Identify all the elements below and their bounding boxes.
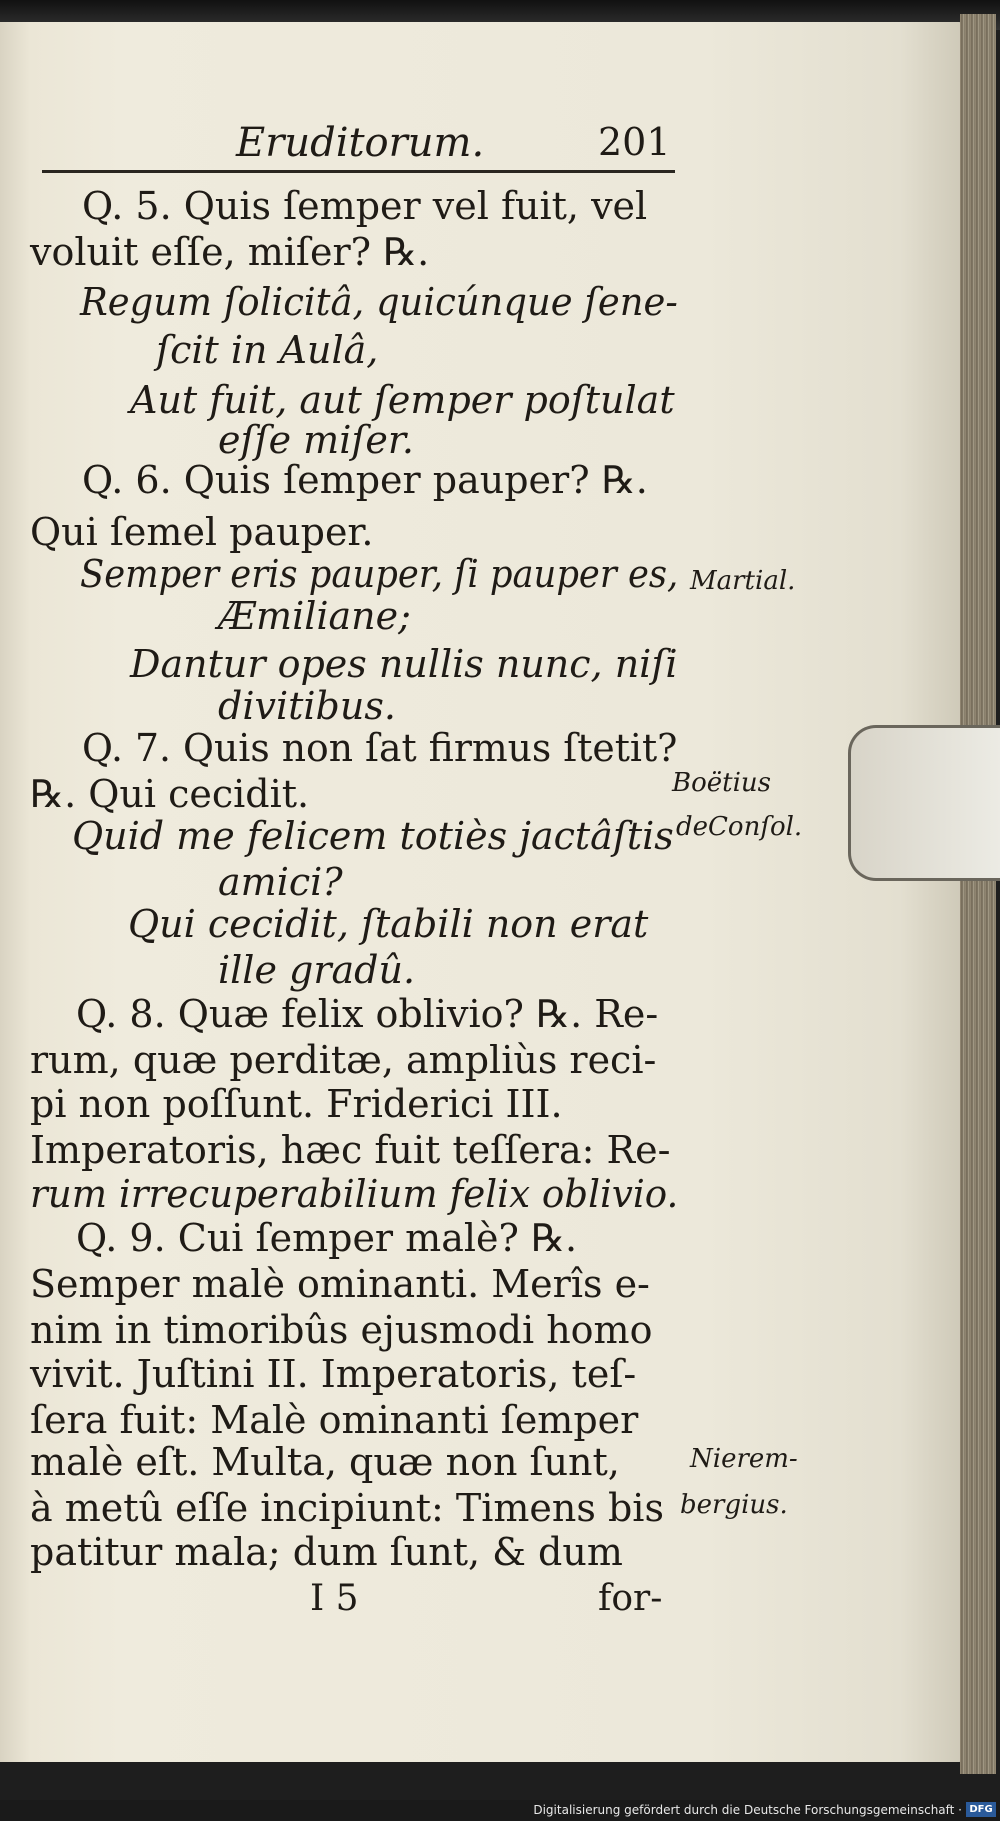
header-rule xyxy=(42,170,675,173)
page-tab-marker xyxy=(848,725,1000,881)
facing-page-bleed xyxy=(0,140,22,1360)
digitization-footer xyxy=(0,1800,1000,1821)
text-line: ſcit in Aulâ, xyxy=(156,328,379,372)
text-line: Qui cecidit, ſtabili non erat xyxy=(128,902,649,946)
margin-note: Boëtius xyxy=(672,768,771,798)
text-line: Dantur opes nullis nunc, niſi xyxy=(130,642,678,686)
text-line: Qui ſemel pauper. xyxy=(30,510,374,554)
dfg-logo: DFG xyxy=(966,1802,996,1817)
page-number: 201 xyxy=(598,120,671,164)
text-line: Q. 5. Quis ſemper vel fuit, vel xyxy=(82,184,648,228)
text-line: nim in timoribûs ejusmodi homo xyxy=(30,1308,653,1352)
margin-note: Martial. xyxy=(690,566,796,596)
text-line: Semper malè ominanti. Merîs e- xyxy=(30,1262,650,1306)
signature-mark: I 5 xyxy=(310,1578,359,1619)
text-line: Q. 9. Cui ſemper malè? ℞. xyxy=(76,1216,578,1260)
text-line: malè eſt. Multa, quæ non ſunt, xyxy=(30,1440,620,1484)
text-line: ſera fuit: Malè ominanti ſemper xyxy=(30,1398,639,1442)
text-line: Æmiliane; xyxy=(218,594,411,638)
text-line: vivit. Juſtini II. Imperatoris, teſ- xyxy=(30,1352,637,1396)
text-line: amici? xyxy=(218,860,343,904)
text-line: Q. 6. Quis ſemper pauper? ℞. xyxy=(82,458,648,502)
text-line: Q. 8. Quæ felix oblivio? ℞. Re- xyxy=(76,992,659,1036)
text-line: voluit eſſe, miſer? ℞. xyxy=(30,230,430,274)
margin-note: bergius. xyxy=(680,1490,788,1520)
text-line: ille gradû. xyxy=(218,948,416,992)
text-line: Regum ſolicitâ, quicúnque ſene- xyxy=(80,280,678,324)
text-line: Semper eris pauper, ſi pauper es, xyxy=(80,552,679,596)
text-line: Quid me felicem totiès jactâſtis xyxy=(72,814,674,858)
text-line: eſſe miſer. xyxy=(218,418,414,462)
text-line: Q. 7. Quis non ſat firmus ſtetit? xyxy=(82,726,678,770)
page-edges xyxy=(960,14,996,1774)
text-line: patitur mala; dum ſunt, & dum xyxy=(30,1530,623,1574)
margin-note: Nierem- xyxy=(690,1444,798,1474)
running-title: Eruditorum. xyxy=(236,120,485,166)
text-line: rum irrecuperabilium felix oblivio. xyxy=(30,1172,679,1216)
text-line: pi non poſſunt. Friderici III. xyxy=(30,1082,563,1126)
funding-credit: Digitalisierung gefördert durch die Deutsche Forschungsgemeinschaft · xyxy=(533,1803,962,1817)
catchword: for- xyxy=(598,1578,663,1619)
text-line: Aut fuit, aut ſemper poſtulat xyxy=(130,378,675,422)
text-line: Imperatoris, hæc fuit teſſera: Re- xyxy=(30,1128,671,1172)
margin-note: deConſol. xyxy=(676,812,803,842)
text-line: rum, quæ perditæ, ampliùs reci- xyxy=(30,1038,657,1082)
text-line: ℞. Qui cecidit. xyxy=(30,772,310,816)
text-line: à metû eſſe incipiunt: Timens bis xyxy=(30,1486,664,1530)
text-line: divitibus. xyxy=(218,684,396,728)
